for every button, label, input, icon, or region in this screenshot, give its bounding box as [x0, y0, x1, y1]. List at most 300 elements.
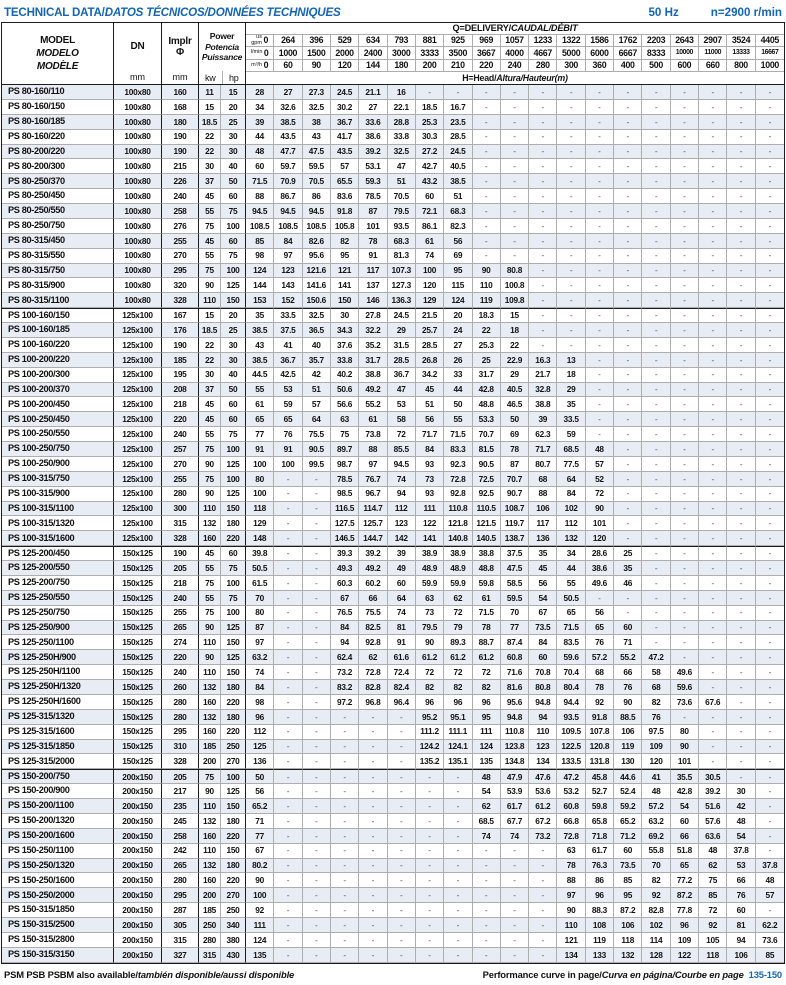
head-value-cell: 136 — [529, 531, 557, 546]
head-value-cell: - — [303, 546, 331, 561]
flow-m3h-value: 800 — [727, 60, 755, 72]
head-value-cell: 80.8 — [529, 680, 557, 695]
head-value-cell: - — [359, 933, 387, 948]
head-value-cell: - — [274, 710, 302, 725]
head-value-cell: - — [529, 873, 557, 888]
head-value-cell: 94.8 — [529, 695, 557, 710]
power-kw-cell: 75 — [199, 442, 221, 457]
performance-curve-note — [483, 969, 782, 980]
head-value-cell: 88 — [557, 873, 585, 888]
head-value-cell: - — [699, 576, 727, 591]
head-value-cell: 48.9 — [444, 561, 472, 576]
head-value-cell: - — [501, 159, 529, 174]
dn-cell: 125x100 — [114, 442, 162, 457]
head-value-cell: 128 — [642, 948, 670, 963]
head-value-cell: - — [529, 145, 557, 160]
head-value-cell: 142 — [388, 531, 416, 546]
head-value-cell: - — [671, 115, 699, 130]
head-value-cell: - — [388, 933, 416, 948]
head-value-cell: 76 — [727, 888, 755, 903]
head-value-cell: 95 — [331, 249, 359, 264]
power-kw-cell: 22 — [199, 130, 221, 145]
head-value-cell: 38.5 — [246, 323, 274, 338]
head-value-cell: 59 — [274, 397, 302, 412]
head-value-cell: - — [557, 174, 585, 189]
flow-gpm-value: 529 — [331, 35, 359, 47]
power-hp-cell: 180 — [221, 516, 246, 531]
head-value-cell: 38.9 — [416, 546, 444, 561]
head-value-cell: - — [671, 710, 699, 725]
head-value-cell: 110 — [529, 725, 557, 740]
head-value-cell: 27 — [359, 100, 387, 115]
power-hp-cell: 75 — [221, 249, 246, 264]
head-value-cell: 47.5 — [501, 561, 529, 576]
head-value-cell: 75 — [699, 873, 727, 888]
head-value-cell: 61.7 — [586, 844, 614, 859]
impeller-cell: 280 — [162, 873, 199, 888]
impeller-cell: 218 — [162, 397, 199, 412]
head-value-cell: 57 — [756, 888, 784, 903]
head-value-cell: - — [303, 606, 331, 621]
frequency-label: 50 Hz — [648, 6, 679, 19]
head-value-cell: - — [303, 859, 331, 874]
head-value-cell: 48.8 — [473, 561, 501, 576]
head-value-cell: - — [671, 546, 699, 561]
q-delivery-header: Q=DELIVERY/ CAUDAL/DÉBIT — [246, 23, 784, 35]
head-value-cell: - — [671, 442, 699, 457]
impeller-cell: 180 — [162, 115, 199, 130]
head-value-cell: - — [274, 516, 302, 531]
head-value-cell: - — [274, 844, 302, 859]
power-hp-cell: 150 — [221, 665, 246, 680]
head-value-cell: 48 — [727, 814, 755, 829]
impeller-cell: 190 — [162, 130, 199, 145]
head-value-cell: - — [642, 576, 670, 591]
head-value-cell: - — [614, 204, 642, 219]
head-value-cell: 94.5 — [303, 204, 331, 219]
flow-lmin-value: 5000 — [557, 47, 585, 60]
head-value-cell: 49.2 — [359, 561, 387, 576]
head-value-cell: 70.4 — [557, 665, 585, 680]
head-value-cell: - — [274, 531, 302, 546]
flow-m3h-value: 90 — [303, 60, 331, 72]
power-hp-cell: 50 — [221, 174, 246, 189]
head-value-cell: - — [727, 174, 755, 189]
power-kw-cell: 75 — [199, 472, 221, 487]
head-value-cell: 92 — [586, 695, 614, 710]
head-value-cell: 34.3 — [331, 323, 359, 338]
head-value-cell: 44 — [246, 130, 274, 145]
head-value-cell: 35.2 — [359, 338, 387, 353]
head-value-cell: 39 — [246, 115, 274, 130]
head-value-cell: 102 — [642, 918, 670, 933]
impeller-cell: 315 — [162, 516, 199, 531]
head-value-cell: - — [473, 145, 501, 160]
head-value-cell: 64 — [557, 472, 585, 487]
head-value-cell: - — [586, 278, 614, 293]
head-value-cell: 101 — [671, 754, 699, 769]
flow-lmin-value: 3000 — [388, 47, 416, 60]
head-value-cell: - — [529, 249, 557, 264]
head-value-cell: - — [614, 115, 642, 130]
flow-gpm-value: 1233 — [529, 35, 557, 47]
head-value-cell: - — [699, 546, 727, 561]
head-value-cell: - — [529, 933, 557, 948]
head-value-cell: - — [699, 249, 727, 264]
model-cell: PS 100-315/900 — [2, 487, 114, 502]
head-value-cell: 106 — [614, 918, 642, 933]
head-value-cell: 50.6 — [331, 383, 359, 398]
head-value-cell: 61.2 — [416, 650, 444, 665]
head-value-cell: - — [756, 725, 784, 740]
model-cell: PS 150-250/1320 — [2, 859, 114, 874]
impeller-cell: 176 — [162, 323, 199, 338]
model-cell: PS 80-250/370 — [2, 174, 114, 189]
head-value-cell: - — [416, 873, 444, 888]
head-value-cell: 21.7 — [529, 368, 557, 383]
head-value-cell: 124.1 — [444, 740, 472, 755]
head-value-cell: 72 — [444, 665, 472, 680]
head-value-cell: 25.7 — [416, 323, 444, 338]
head-value-cell: 97.5 — [642, 725, 670, 740]
head-value-cell: 45 — [529, 561, 557, 576]
head-value-cell: - — [756, 740, 784, 755]
head-value-cell: - — [473, 115, 501, 130]
power-kw-cell: 15 — [199, 308, 221, 323]
power-hp-cell: 380 — [221, 933, 246, 948]
head-value-cell: 51.8 — [671, 844, 699, 859]
head-value-cell: - — [416, 85, 444, 100]
head-value-cell: 35.5 — [671, 769, 699, 784]
head-value-cell: 124 — [444, 293, 472, 308]
head-value-cell: - — [614, 308, 642, 323]
head-value-cell: - — [727, 561, 755, 576]
head-value-cell: 100 — [246, 487, 274, 502]
head-value-cell: 105 — [699, 933, 727, 948]
power-kw-cell: 132 — [199, 859, 221, 874]
flow-gpm-value: us gpm 0 — [246, 35, 274, 47]
head-value-cell: 24.5 — [444, 145, 472, 160]
head-value-cell: 85 — [614, 873, 642, 888]
head-value-cell: - — [388, 859, 416, 874]
head-value-cell: - — [529, 918, 557, 933]
power-kw-cell: 110 — [199, 844, 221, 859]
power-hp-cell: 250 — [221, 903, 246, 918]
head-value-cell: 65 — [557, 606, 585, 621]
head-value-cell: 90 — [246, 873, 274, 888]
head-value-cell: - — [529, 85, 557, 100]
head-value-cell: 141 — [331, 278, 359, 293]
power-kw-cell: 55 — [199, 591, 221, 606]
head-value-cell: - — [501, 249, 529, 264]
head-value-cell: 96.8 — [359, 695, 387, 710]
head-value-cell: 36.7 — [331, 115, 359, 130]
head-value-cell: - — [671, 561, 699, 576]
head-value-cell: 53.6 — [529, 784, 557, 799]
model-cell: PS 150-200/750 — [2, 769, 114, 784]
head-value-cell: - — [642, 100, 670, 115]
power-hp-cell: 100 — [221, 472, 246, 487]
power-kw-cell: 160 — [199, 829, 221, 844]
model-cell: PS 125-250/1100 — [2, 635, 114, 650]
head-value-cell: 59.9 — [444, 576, 472, 591]
head-value-cell: 93 — [416, 487, 444, 502]
head-value-cell: 41 — [274, 338, 302, 353]
head-value-cell: - — [501, 888, 529, 903]
head-value-cell: - — [274, 606, 302, 621]
head-value-cell: - — [473, 859, 501, 874]
model-cell: PS 100-200/370 — [2, 383, 114, 398]
head-value-cell: 72 — [416, 665, 444, 680]
head-value-cell: - — [557, 219, 585, 234]
head-value-cell: - — [727, 606, 755, 621]
head-value-cell: - — [501, 100, 529, 115]
head-value-cell: - — [586, 353, 614, 368]
head-value-cell: 58 — [388, 412, 416, 427]
head-value-cell: 94.4 — [557, 695, 585, 710]
impeller-cell: 218 — [162, 576, 199, 591]
head-value-cell: 48.9 — [416, 561, 444, 576]
head-value-cell: 60 — [529, 650, 557, 665]
head-value-cell: - — [614, 264, 642, 279]
head-value-cell: - — [642, 219, 670, 234]
power-hp-cell: 30 — [221, 353, 246, 368]
head-value-cell: - — [699, 219, 727, 234]
head-value-cell: 79 — [444, 621, 472, 636]
head-value-cell: - — [388, 784, 416, 799]
power-kw-cell: 75 — [199, 219, 221, 234]
head-value-cell: - — [359, 740, 387, 755]
head-value-cell: - — [756, 308, 784, 323]
head-value-cell: 50.5 — [557, 591, 585, 606]
head-value-cell: - — [557, 278, 585, 293]
head-value-cell: 152 — [274, 293, 302, 308]
head-value-cell: - — [303, 844, 331, 859]
head-value-cell: - — [473, 174, 501, 189]
head-value-cell: - — [699, 338, 727, 353]
head-value-cell: - — [473, 189, 501, 204]
head-value-cell: 35 — [614, 561, 642, 576]
power-hp-cell: 100 — [221, 442, 246, 457]
head-value-cell: - — [501, 234, 529, 249]
head-value-cell: - — [359, 948, 387, 963]
model-cell: PS 125-250/550 — [2, 591, 114, 606]
head-value-cell: - — [331, 769, 359, 784]
head-value-cell: - — [416, 933, 444, 948]
flow-gpm-value: 1762 — [614, 35, 642, 47]
head-value-cell: - — [388, 740, 416, 755]
head-value-cell: 95 — [473, 710, 501, 725]
head-value-cell: - — [614, 85, 642, 100]
head-value-cell: - — [388, 873, 416, 888]
dn-cell: 200x150 — [114, 844, 162, 859]
head-value-cell: 90 — [586, 502, 614, 517]
head-value-cell: - — [274, 814, 302, 829]
power-hp-cell: 60 — [221, 189, 246, 204]
head-value-cell: 43.5 — [274, 130, 302, 145]
head-value-cell: 117 — [529, 516, 557, 531]
impeller-cell: 240 — [162, 665, 199, 680]
model-cell: PS 100-200/450 — [2, 397, 114, 412]
head-value-cell: 56 — [246, 784, 274, 799]
head-value-cell: - — [529, 174, 557, 189]
head-value-cell: - — [359, 710, 387, 725]
head-value-cell: - — [416, 799, 444, 814]
head-value-cell: 71.7 — [529, 442, 557, 457]
power-kw-cell: 90 — [199, 784, 221, 799]
head-value-cell: 44 — [557, 561, 585, 576]
head-value-cell: 95.2 — [416, 710, 444, 725]
head-value-cell: - — [727, 219, 755, 234]
head-value-cell: - — [416, 769, 444, 784]
head-value-cell: - — [444, 85, 472, 100]
head-value-cell: - — [586, 85, 614, 100]
head-value-cell: 129 — [416, 293, 444, 308]
head-value-cell: 135 — [473, 754, 501, 769]
head-value-cell: 70.7 — [501, 472, 529, 487]
head-value-cell: - — [388, 918, 416, 933]
head-value-cell: - — [642, 115, 670, 130]
head-value-cell: 120 — [642, 754, 670, 769]
head-value-cell: - — [699, 234, 727, 249]
head-value-cell: 64 — [388, 591, 416, 606]
head-value-cell: 32.6 — [274, 100, 302, 115]
head-value-cell: 141 — [416, 531, 444, 546]
head-value-cell: 119.7 — [501, 516, 529, 531]
head-value-cell: 94.5 — [274, 204, 302, 219]
head-value-cell: 33.5 — [557, 412, 585, 427]
head-value-cell: - — [727, 264, 755, 279]
head-value-cell: - — [444, 903, 472, 918]
power-hp-cell: 30 — [221, 130, 246, 145]
dn-cell: 100x80 — [114, 174, 162, 189]
head-value-cell: - — [359, 829, 387, 844]
head-value-cell: - — [614, 472, 642, 487]
head-value-cell: - — [388, 844, 416, 859]
head-value-cell: 73.2 — [331, 665, 359, 680]
head-value-cell: - — [756, 397, 784, 412]
power-kw-cell: 185 — [199, 740, 221, 755]
power-kw-cell: 45 — [199, 412, 221, 427]
head-value-cell: 124 — [473, 740, 501, 755]
impeller-cell: 217 — [162, 784, 199, 799]
dn-cell: 150x125 — [114, 546, 162, 561]
dn-cell: 150x125 — [114, 725, 162, 740]
head-value-cell: 130 — [614, 754, 642, 769]
performance-curve-plain: Performance curve in page/ — [482, 968, 602, 980]
head-value-cell: 72.4 — [388, 665, 416, 680]
head-value-cell: 96 — [671, 918, 699, 933]
head-value-cell: - — [529, 859, 557, 874]
head-value-cell: - — [303, 740, 331, 755]
head-value-cell: 87 — [501, 457, 529, 472]
head-value-cell: 42.8 — [473, 383, 501, 398]
head-value-cell: 27.3 — [303, 85, 331, 100]
head-value-cell: - — [671, 308, 699, 323]
head-value-cell: 38.8 — [359, 368, 387, 383]
head-value-cell: 47.2 — [642, 650, 670, 665]
head-value-cell: 43.2 — [416, 174, 444, 189]
head-value-cell: 60.3 — [331, 576, 359, 591]
head-value-cell: - — [359, 859, 387, 874]
power-kw-cell: 75 — [199, 606, 221, 621]
head-value-cell: - — [642, 397, 670, 412]
dn-cell: 100x80 — [114, 100, 162, 115]
power-kw-cell: 55 — [199, 204, 221, 219]
head-value-cell: - — [671, 249, 699, 264]
head-value-cell: - — [614, 606, 642, 621]
power-kw-cell: 11 — [199, 85, 221, 100]
flow-m3h-value: 280 — [529, 60, 557, 72]
head-value-cell: 22 — [501, 338, 529, 353]
head-value-cell: - — [727, 204, 755, 219]
head-value-cell: 48 — [246, 145, 274, 160]
model-cell: PS 150-250/1100 — [2, 844, 114, 859]
power-kw-cell: 90 — [199, 487, 221, 502]
head-value-cell: - — [416, 829, 444, 844]
head-value-cell: 30 — [331, 308, 359, 323]
flow-lmin-value: 6667 — [614, 47, 642, 60]
head-value-cell: - — [671, 606, 699, 621]
power-hp-cell: 220 — [221, 531, 246, 546]
head-value-cell: 76 — [642, 710, 670, 725]
head-value-cell: - — [274, 873, 302, 888]
head-value-cell: - — [501, 859, 529, 874]
head-value-cell: - — [473, 933, 501, 948]
head-value-cell: 88 — [246, 189, 274, 204]
head-value-cell: 68 — [586, 665, 614, 680]
flow-gpm-value: 2203 — [642, 35, 670, 47]
head-value-cell: - — [699, 308, 727, 323]
head-value-cell: 37.6 — [331, 338, 359, 353]
head-value-cell: - — [614, 100, 642, 115]
head-value-cell: - — [303, 799, 331, 814]
impeller-cell: 220 — [162, 650, 199, 665]
head-value-cell: - — [756, 531, 784, 546]
head-value-cell: - — [388, 769, 416, 784]
head-value-cell: 59.9 — [416, 576, 444, 591]
head-value-cell: 80 — [246, 606, 274, 621]
head-value-cell: - — [699, 368, 727, 383]
head-value-cell: - — [557, 249, 585, 264]
impeller-cell: 215 — [162, 159, 199, 174]
head-value-cell: 106 — [614, 725, 642, 740]
dn-cell: 100x80 — [114, 145, 162, 160]
model-cell: PS 80-315/450 — [2, 234, 114, 249]
head-value-cell: 82.8 — [359, 680, 387, 695]
impeller-cell: 258 — [162, 204, 199, 219]
head-value-cell: - — [586, 293, 614, 308]
head-value-cell: - — [642, 85, 670, 100]
head-value-cell: 33.8 — [388, 130, 416, 145]
head-value-cell: - — [699, 145, 727, 160]
head-value-cell: - — [614, 293, 642, 308]
head-value-cell: - — [642, 174, 670, 189]
power-kw-cell: 132 — [199, 680, 221, 695]
impeller-cell: 328 — [162, 293, 199, 308]
head-value-cell: 102 — [557, 502, 585, 517]
head-value-cell: 109 — [642, 740, 670, 755]
power-hp-cell: 60 — [221, 412, 246, 427]
head-value-cell: - — [416, 859, 444, 874]
head-value-cell: - — [699, 650, 727, 665]
head-value-cell: 83.6 — [331, 189, 359, 204]
head-value-cell: - — [727, 725, 755, 740]
head-value-cell: - — [473, 873, 501, 888]
head-value-cell: 131.8 — [586, 754, 614, 769]
dn-cell: 125x100 — [114, 338, 162, 353]
head-value-cell: 35.7 — [303, 353, 331, 368]
